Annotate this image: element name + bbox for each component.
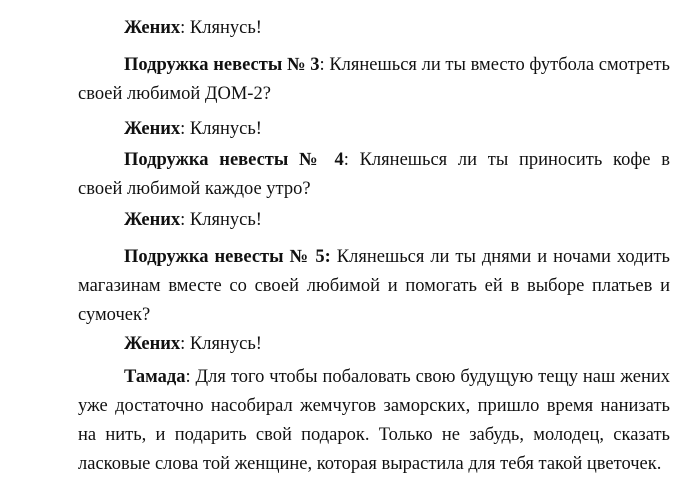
speaker-name: Подружка невесты № 4 — [124, 150, 344, 170]
dialogue-text-line-1: Клянешься ли ты днями и ночами ходить — [336, 247, 670, 267]
speaker-name: Жених — [124, 210, 181, 230]
dialogue-text: Клянусь! — [185, 334, 262, 354]
speaker-name: Жених — [124, 334, 181, 354]
speaker-name: Жених — [124, 18, 181, 38]
dialogue-line-bridesmaid-3 — [78, 51, 670, 109]
dialogue-line-bridesmaid-4 — [78, 146, 670, 204]
dialogue-text-line-1: Клянешься ли ты приносить кофе в — [359, 150, 670, 170]
dialogue-line-groom — [78, 115, 670, 144]
speaker-separator: : — [180, 210, 186, 230]
dialogue-text-line-1: Клянешься ли ты вместо футбола смотреть — [329, 55, 670, 75]
speaker-name: Подружка невесты № 5: — [124, 247, 331, 267]
dialogue-text-line-3: сумочек? — [78, 305, 151, 325]
dialogue-text: Клянусь! — [185, 18, 262, 38]
dialogue-text-line-2: уже достаточно насобирал жемчугов заморских, пришло время нанизать — [78, 396, 670, 416]
dialogue-text: Клянусь! — [185, 119, 262, 139]
speaker-separator: : — [185, 367, 191, 387]
dialogue-line-groom — [78, 330, 670, 359]
dialogue-text-line-4: ласковые слова той женщине, которая вырастила для тебя такой цветочек. — [78, 454, 662, 474]
speaker-name: Жених — [124, 119, 181, 139]
speaker-separator: : — [319, 55, 325, 75]
dialogue-text-line-2: своей любимой ДОМ-2? — [78, 84, 271, 104]
dialogue-line-bridesmaid-5 — [78, 243, 670, 330]
dialogue-line-toastmaster — [78, 363, 670, 479]
dialogue-line-groom — [78, 14, 670, 43]
dialogue-line-groom — [78, 206, 670, 235]
dialogue-text: Клянусь! — [185, 210, 262, 230]
speaker-separator: : — [180, 18, 186, 38]
speaker-name: Тамада — [124, 367, 186, 387]
dialogue-text-line-3: на нить, и подарить свой подарок. Только не забудь, молодец, сказать — [78, 425, 670, 445]
speaker-separator: : — [180, 334, 186, 354]
speaker-name: Подружка невесты № 3 — [124, 55, 320, 75]
dialogue-text-line-2: магазинам вместе со своей любимой и помогать ей в выборе платьев и — [78, 276, 670, 296]
speaker-separator: : — [343, 150, 349, 170]
dialogue-text-line-2: своей любимой каждое утро? — [78, 179, 311, 199]
speaker-separator: : — [180, 119, 186, 139]
dialogue-text-line-1: Для того чтобы побаловать свою будущую тещу наш жених — [190, 367, 670, 387]
